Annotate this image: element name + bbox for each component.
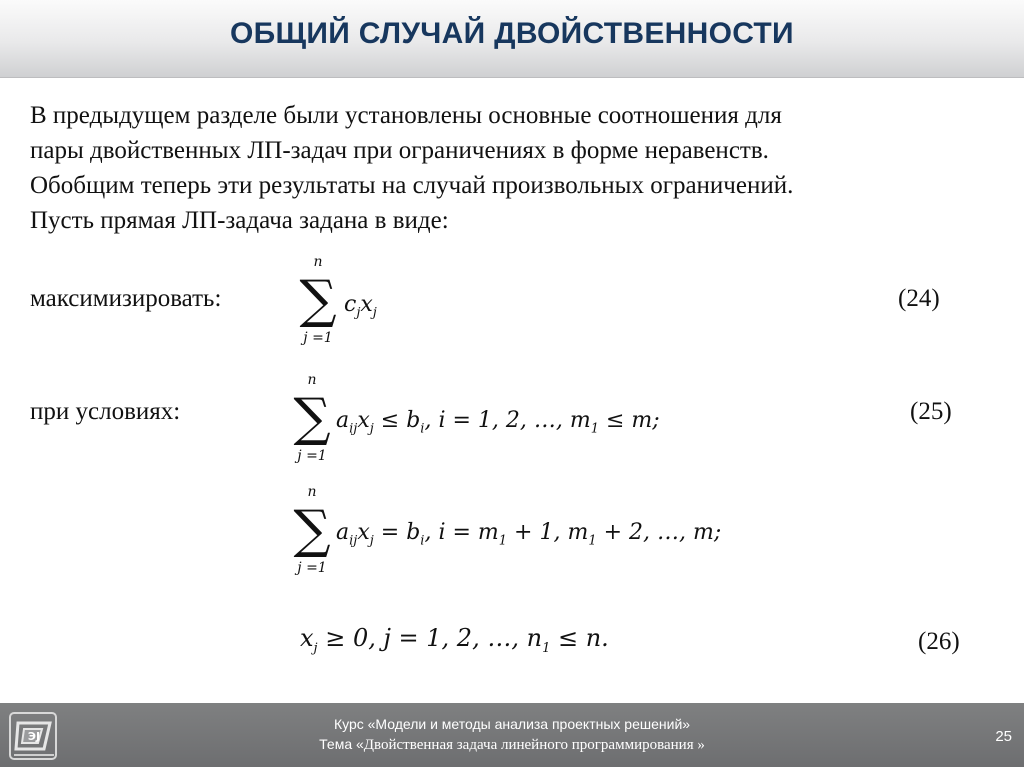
formula-24: $c_jx_j$ <box>344 292 377 321</box>
paragraph-line-3: Обобщим теперь эти результаты на случай произвольных ограничений. <box>30 172 794 199</box>
sum-symbol-25a: n ∑ j =1 <box>293 372 331 464</box>
formula-26: $x_j \ge 0$, j = 1, 2, …, $n_1 \le n$. <box>300 624 609 656</box>
equation-number-25: (25) <box>910 398 952 425</box>
svg-text:ЭJ: ЭJ <box>27 730 41 743</box>
page-number: 25 <box>995 728 1012 745</box>
sum-symbol-25b: n ∑ j =1 <box>293 484 331 576</box>
paragraph-line-4: Пусть прямая ЛП-задача задана в виде: <box>30 207 449 234</box>
paragraph-line-2: пары двойственных ЛП-задач при ограничениях в форме неравенств. <box>30 137 769 164</box>
footer-topic: Тема «Двойственная задача линейного программирования » <box>319 736 705 753</box>
objective-label: максимизировать: <box>30 285 222 312</box>
footer-bar <box>0 703 1024 767</box>
title-bar <box>0 0 1024 78</box>
equation-number-26: (26) <box>918 628 960 655</box>
slide-title: ОБЩИЙ СЛУЧАЙ ДВОЙСТВЕННОСТИ <box>230 17 794 50</box>
sum-symbol-24: n ∑ j =1 <box>299 254 337 346</box>
formula-25b: $a_{ij}x_j = b_i$, $i = m_1 + 1$, $m_1 + 2$, …, m; <box>336 520 722 549</box>
footer-course: Курс «Модели и методы анализа проектных решений» <box>333 716 691 732</box>
equation-number-24: (24) <box>898 285 940 312</box>
formula-25a: $a_{ij}x_j \le b_i$, i = 1, 2, …, $m_1 \le m$; <box>336 408 660 437</box>
conditions-label: при условиях: <box>30 398 181 425</box>
paragraph-line-1: В предыдущем разделе были установлены основные соотношения для <box>30 102 782 129</box>
